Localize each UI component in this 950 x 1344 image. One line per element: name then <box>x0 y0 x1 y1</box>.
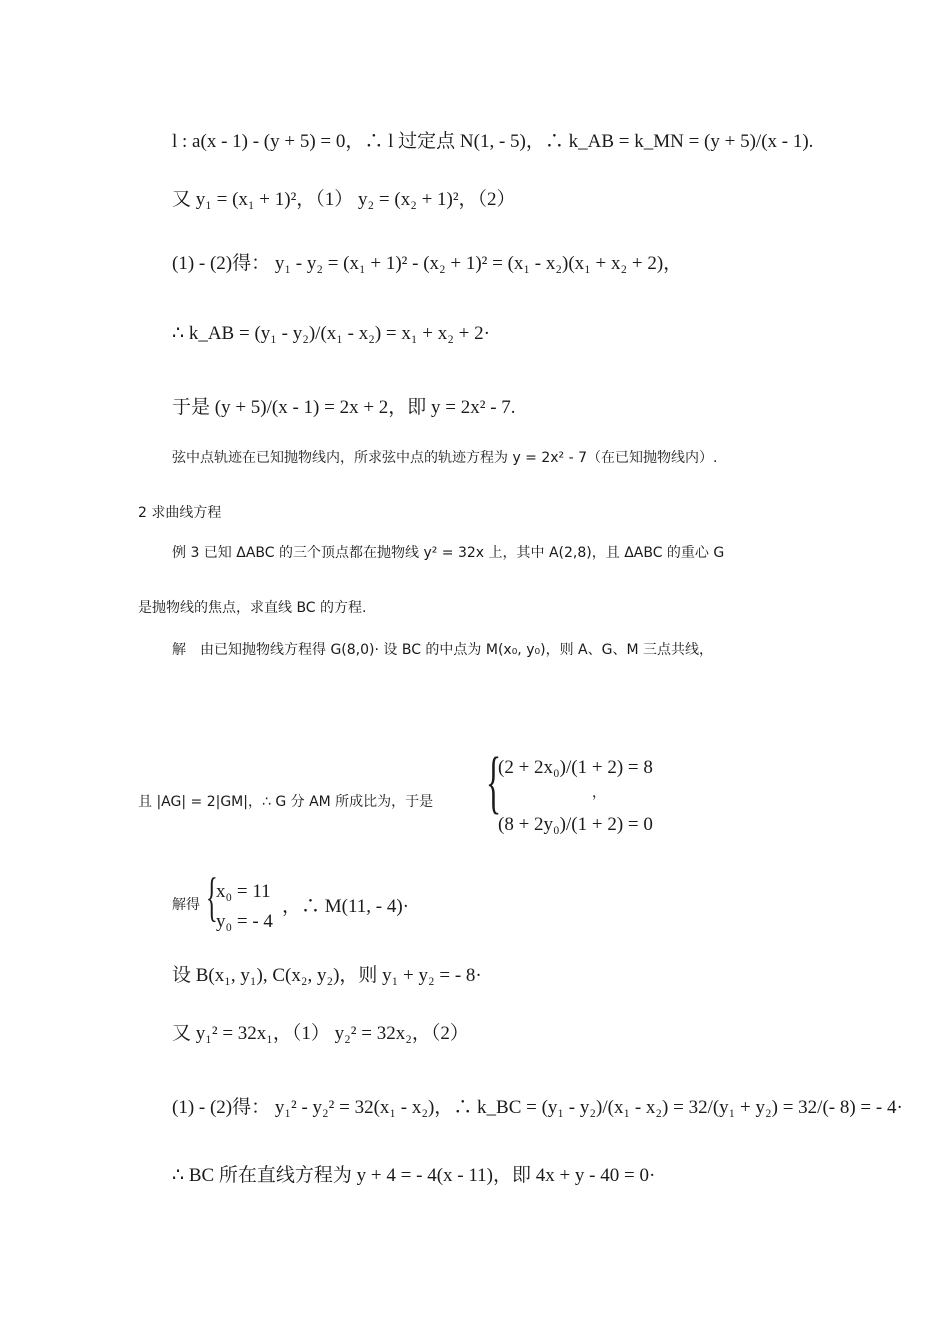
text-line-3: (1) - (2)得： y₁ - y₂ = (x₁ + 1)² - (x₂ + 1)² = (x₁ - x₂)(x₁ + x₂ + 2)， <box>172 253 683 274</box>
text-line-4: ∴ k_AB = (y₁ - y₂)/(x₁ - x₂) = x₁ + x₂ + 2· <box>172 323 490 344</box>
text-line-6: 弦中点轨迹在已知抛物线内，所求弦中点的轨迹方程为 y = 2x² - 7（在已知抛物线内）. <box>172 450 718 466</box>
solved-label: 解得 <box>172 897 200 913</box>
final-line: ∴ BC 所在直线方程为 y + 4 = - 4(x - 11)，即 4x + y - 40 = 0· <box>172 1165 656 1186</box>
subtract-line: (1) - (2)得： y₁² - y₂² = 32(x₁ - x₂)，∴ k_BC = (y₁ - y₂)/(x₁ - x₂) = 32/(y₁ + y₂) = 32/(- 8) = - 4· <box>172 1097 903 1118</box>
text-line-5: 于是 (y + 5)/(x - 1) = 2x + 2，即 y = 2x² - 7. <box>172 397 516 418</box>
solved-eq-1: x₀ = 11 <box>216 881 271 902</box>
system-brace-1: { <box>486 744 502 821</box>
example-3-line-1: 例 3 已知 ΔABC 的三个顶点都在抛物线 y² = 32x 上，其中 A(2,8)，且 ΔABC 的重心 G <box>172 545 725 561</box>
ratio-line: 且 |AG| = 2|GM|，∴ G 分 AM 所成比为，于是 <box>138 794 434 810</box>
again-line: 又 y₁² = 32x₁，（1） y₂² = 32x₂，（2） <box>172 1023 469 1044</box>
section-heading: 2 求曲线方程 <box>138 505 222 521</box>
solved-eq-2: y₀ = - 4 <box>216 911 273 932</box>
system-comma: ， <box>592 785 606 801</box>
system-eq-1: (2 + 2x₀)/(1 + 2) = 8 <box>498 757 653 778</box>
text-line-1: l : a(x - 1) - (y + 5) = 0，∴ l 过定点 N(1, - 5)，∴ k_AB = k_MN = (y + 5)/(x - 1). <box>172 131 814 152</box>
solution-line-1: 解 由已知抛物线方程得 G(8,0)· 设 BC 的中点为 M(x₀, y₀)，则 A、G、M 三点共线， <box>172 642 713 658</box>
system-brace-2: { <box>206 867 218 927</box>
set-points-line: 设 B(x₁, y₁), C(x₂, y₂)，则 y₁ + y₂ = - 8· <box>172 965 482 986</box>
example-3-line-2: 是抛物线的焦点，求直线 BC 的方程. <box>138 600 367 616</box>
text-line-2: 又 y₁ = (x₁ + 1)²，（1） y₂ = (x₂ + 1)²，（2） <box>172 189 516 210</box>
system-eq-2: (8 + 2y₀)/(1 + 2) = 0 <box>498 814 653 835</box>
midpoint-result: ，∴ M(11, - 4)· <box>282 896 409 917</box>
